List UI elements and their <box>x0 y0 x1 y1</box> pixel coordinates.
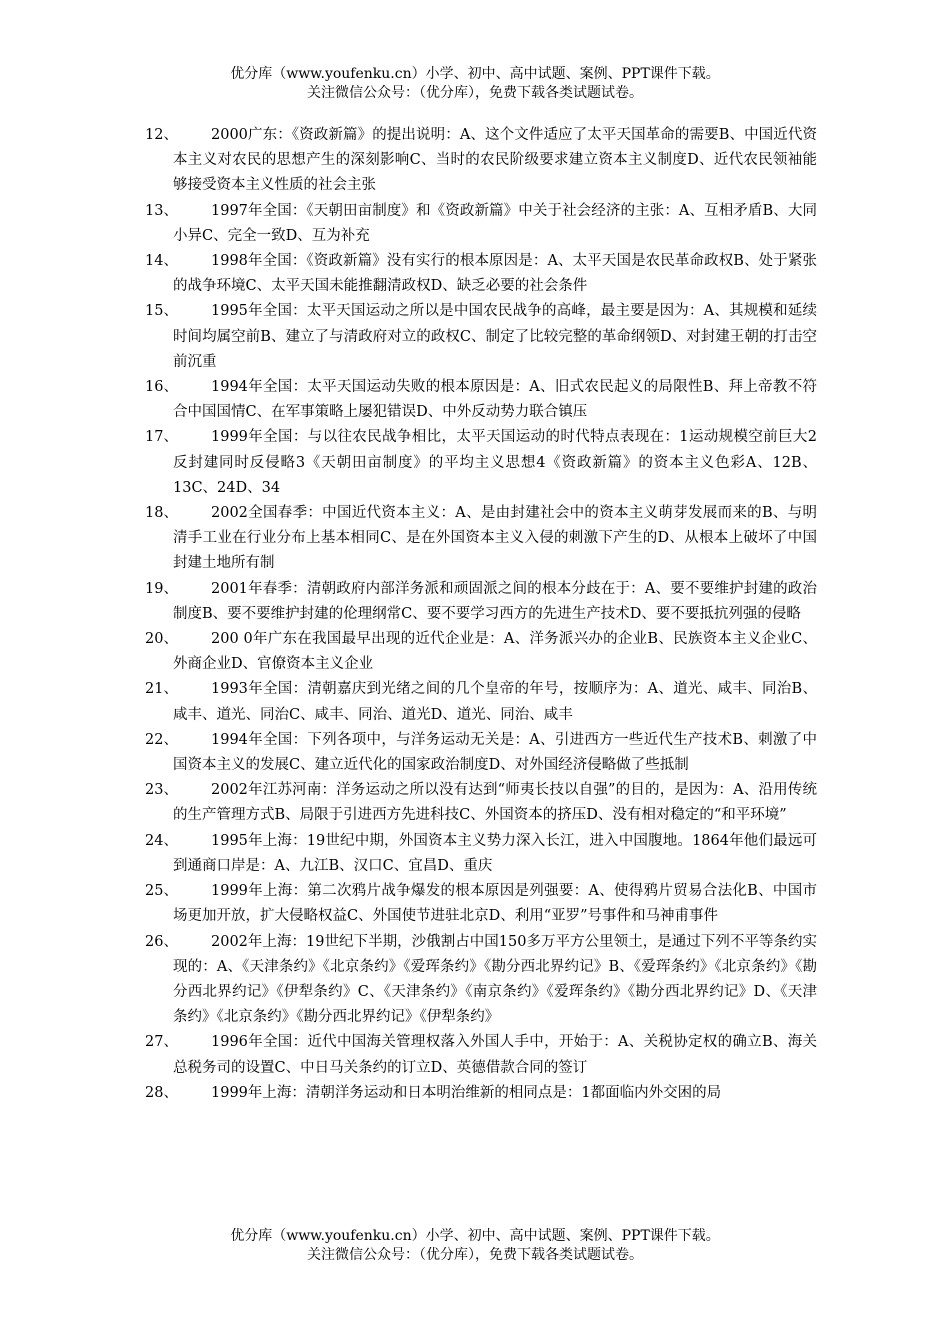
footer-line-2: 关注微信公众号：（优分库），免费下载各类试题试卷。 <box>307 1247 643 1263</box>
question-number: 23、 <box>145 782 178 799</box>
question-item <box>145 879 817 929</box>
question-text: 200 0年广东在我国最早出现的近代企业是：A、洋务派兴办的企业B、民族资本主义企业C、外商企业D、官僚资本主义企业 <box>173 631 817 673</box>
question-text: 1999年全国：与以往农民战争相比，太平天国运动的时代特点表现在：1运动规模空前巨大2反封建同时反侵略3《天朝田亩制度》的平均主义思想4《资政新篇》的资本主义色彩A、12B、13C、24D、34 <box>173 429 817 496</box>
question-number: 13、 <box>145 202 178 219</box>
question-text: 2000广东：《资政新篇》的提出说明：A、这个文件适应了太平天国革命的需要B、中国近代资本主义对农民的思想产生的深刻影响C、当时的农民阶级要求建立资本主义制度D、近代农民领袖能够接受资本主义性质的社会主张 <box>173 127 817 194</box>
question-item <box>145 829 817 879</box>
question-number: 19、 <box>145 580 178 597</box>
question-number: 26、 <box>145 933 178 950</box>
question-list <box>145 123 817 1106</box>
question-item <box>145 930 817 1031</box>
question-text: 1994年全国：下列各项中，与洋务运动无关是：A、引进西方一些近代生产技术B、刺激了中国资本主义的发展C、建立近代化的国家政治制度D、对外国经济侵略做了些抵制 <box>173 731 817 774</box>
question-number: 16、 <box>145 379 178 396</box>
question-text: 1997年全国：《天朝田亩制度》和《资政新篇》中关于社会经济的主张：A、互相矛盾B、大同小异C、完全一致D、互为补充 <box>173 202 817 244</box>
question-text: 1999年上海：清朝洋务运动和日本明治维新的相同点是：1都面临内外交困的局 <box>211 1084 722 1101</box>
question-item <box>145 299 817 375</box>
question-number: 12、 <box>145 127 178 143</box>
page-header <box>0 65 950 103</box>
question-number: 22、 <box>145 731 178 748</box>
question-number: 14、 <box>145 253 178 270</box>
question-text: 1995年全国：太平天国运动之所以是中国农民战争的高峰，最主要是因为：A、其规模和延续时间均属空前B、建立了与清政府对立的政权C、制定了比较完整的革命纲领D、对封建王朝的打击空前沉重 <box>173 303 817 370</box>
question-number: 24、 <box>145 832 178 849</box>
question-item <box>145 1030 817 1080</box>
question-text: 1993年全国：清朝嘉庆到光绪之间的几个皇帝的年号，按顺序为：A、道光、咸丰、同治B、咸丰、道光、同治C、咸丰、同治、道光D、道光、同治、咸丰 <box>173 681 817 723</box>
question-number: 27、 <box>145 1034 178 1051</box>
question-number: 17、 <box>145 429 178 446</box>
question-item <box>145 728 817 778</box>
question-item <box>145 501 817 577</box>
header-line-1: 优分库（www.youfenku.cn）小学、初中、高中试题、案例、PPT课件下载。 <box>230 66 720 82</box>
question-number: 28、 <box>145 1084 178 1101</box>
question-item <box>145 199 817 249</box>
question-text: 2001年春季：清朝政府内部洋务派和顽固派之间的根本分歧在于：A、要不要维护封建的政治制度B、要不要维护封建的伦理纲常C、要不要学习西方的先进生产技术D、要不要抵抗列强的侵略 <box>173 580 817 622</box>
page-footer <box>0 1227 950 1265</box>
question-number: 25、 <box>145 883 178 900</box>
question-text: 1996年全国：近代中国海关管理权落入外国人手中，开始于：A、关税协定权的确立B、海关总税务司的设置C、中日马关条约的订立D、英德借款合同的签订 <box>173 1034 817 1076</box>
question-item <box>145 249 817 299</box>
question-number: 18、 <box>145 505 178 522</box>
question-item <box>145 123 817 199</box>
question-text: 1998年全国：《资政新篇》没有实行的根本原因是：A、太平天国是农民革命政权B、处于紧张的战争环境C、太平天国未能推翻清政权D、缺乏必要的社会条件 <box>173 253 817 295</box>
question-item <box>145 375 817 425</box>
question-text: 2002年江苏河南：洋务运动之所以没有达到“师夷长技以自强”的目的，是因为：A、沿用传统的生产管理方式B、局限于引进西方先进科技C、外国资本的挤压D、没有相对稳定的“和平环境” <box>173 782 817 824</box>
question-text: 1994年全国：太平天国运动失败的根本原因是：A、旧式农民起义的局限性B、拜上帝教不符合中国国情C、在军事策略上屡犯错误D、中外反动势力联合镇压 <box>173 379 817 421</box>
question-item <box>145 577 817 627</box>
question-text: 1995年上海：19世纪中期，外国资本主义势力深入长江，进入中国腹地。1864年他们最远可到通商口岸是：A、九江B、汉口C、宜昌D、重庆 <box>173 832 817 874</box>
question-number: 21、 <box>145 681 178 698</box>
footer-line-1: 优分库（www.youfenku.cn）小学、初中、高中试题、案例、PPT课件下载。 <box>230 1228 720 1244</box>
question-number: 15、 <box>145 303 178 320</box>
question-item <box>145 627 817 677</box>
question-item <box>145 425 817 501</box>
header-line-2: 关注微信公众号：（优分库），免费下载各类试题试卷。 <box>307 85 643 101</box>
question-number: 20、 <box>145 631 178 648</box>
question-text: 1999年上海：第二次鸦片战争爆发的根本原因是列强要：A、使得鸦片贸易合法化B、中国市场更加开放，扩大侵略权益C、外国使节进驻北京D、利用“亚罗”号事件和马神甫事件 <box>173 883 817 925</box>
question-text: 2002年上海：19世纪下半期，沙俄割占中国150多万平方公里领土，是通过下列不平等条约实现的：A、《天津条约》《北京条约》《爱珲条约》《勘分西北界约记》B、《爱珲条约》《北京条约》《勘分西北界约记》《伊犁条约》C、《天津条约》《南京条约》《爱珲条约》《勘分西北界约记》D、《天津条约》《北京条约》《勘分西北界约记》《伊犁条约》 <box>173 933 817 1026</box>
question-text: 2002全国春季：中国近代资本主义：A、是由封建社会中的资本主义萌芽发展而来的B、与明清手工业在行业分布上基本相同C、是在外国资本主义入侵的刺激下产生的D、从根本上破坏了中国封建土地所有制 <box>173 505 817 572</box>
question-item <box>145 677 817 727</box>
question-item <box>145 1081 817 1106</box>
question-item <box>145 778 817 828</box>
